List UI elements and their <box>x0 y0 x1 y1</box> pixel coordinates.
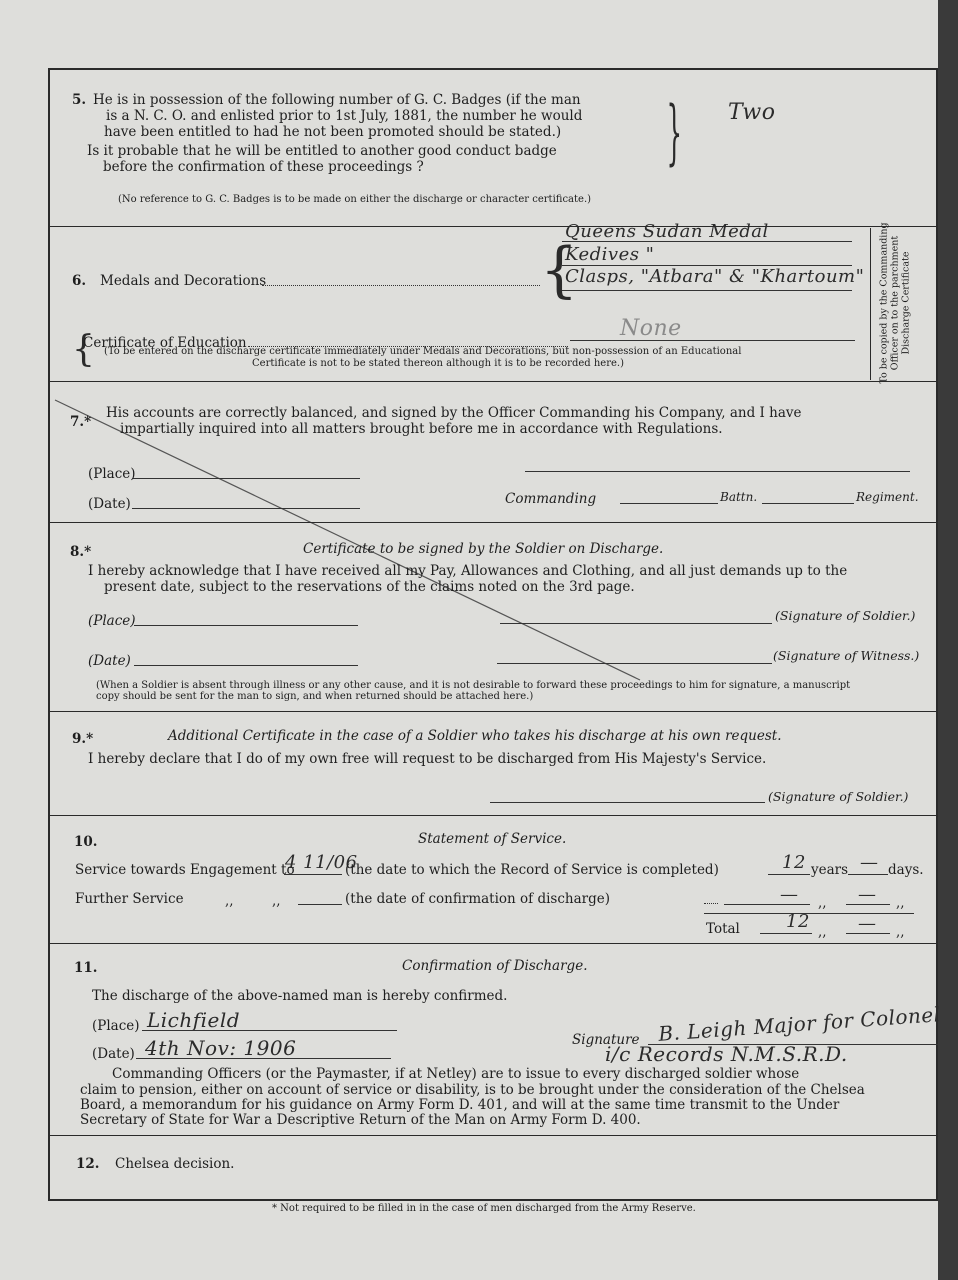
records-office-signature: i/c Records N.M.S.R.D. <box>605 1042 848 1066</box>
medals-brace: { <box>540 235 579 305</box>
further-days-line <box>846 904 890 905</box>
section-7-signature-line <box>525 471 910 472</box>
section-11-place-label: (Place) <box>92 1018 140 1034</box>
section-6-number: 6. <box>72 273 87 289</box>
regiment-label: Regiment. <box>856 490 919 504</box>
divider <box>50 226 936 227</box>
section-11-place-value: Lichfield <box>147 1008 241 1032</box>
battn-line <box>762 503 854 504</box>
section-7-place-label: (Place) <box>88 466 136 482</box>
section-7-number: 7.* <box>70 414 92 430</box>
education-brace: { <box>72 329 95 370</box>
battn-label: Battn. <box>720 490 758 504</box>
medals-label: Medals and Decorations <box>100 273 267 289</box>
section-8-number: 8.* <box>70 544 92 560</box>
section-9-number: 9.* <box>72 731 94 747</box>
section-7-line-1: His accounts are correctly balanced, and signed by the Officer Commanding his Company, and I have <box>106 405 802 421</box>
section-5-note: (No reference to G. C. Badges is to be made on either the discharge or character certificate.) <box>118 194 592 205</box>
further-years-value: — <box>780 884 799 905</box>
education-value: None <box>620 316 682 341</box>
years-line <box>768 874 810 875</box>
education-underline <box>570 340 855 341</box>
divider <box>50 943 936 944</box>
total-label: Total <box>706 921 740 937</box>
section-5-brace: } <box>666 91 683 173</box>
section-5-line-3: have been entitled to had he not been promoted should be stated.) <box>104 124 562 140</box>
instructions-line-4: Secretary of State for War a Descriptive Return of the Man on Army Form D. 400. <box>80 1112 641 1128</box>
total-days-line <box>846 933 890 934</box>
instructions-line-3: Board, a memorandum for his guidance on Army Form D. 401, and will at the same time transmit to the Under <box>80 1097 840 1113</box>
education-note-1: (To be entered on the discharge certificate immediately under Medals and Decorations, but non-possession of an Educational <box>104 346 742 357</box>
ditto-mark-1: ,, <box>225 893 234 909</box>
divider <box>50 711 936 712</box>
section-11-date-line <box>136 1058 391 1059</box>
years-value: 12 <box>782 852 806 873</box>
section-8-date-line <box>134 665 358 666</box>
ditto-mark-3: ,, <box>818 895 827 911</box>
section-5-number: 5. <box>72 92 87 108</box>
days-line <box>848 874 888 875</box>
record-completed-label: (the date to which the Record of Service is completed) <box>345 862 719 878</box>
section-11-place-line <box>142 1030 397 1031</box>
section-8-note-1: (When a Soldier is absent through illness or any other cause, and it is not desirable to forward these proceedings to him for signature, a manuscript <box>96 680 851 691</box>
section-9-line-1: I hereby declare that I do of my own free will request to be discharged from His Majesty's Service. <box>88 751 767 767</box>
days-value: — <box>860 852 879 873</box>
section-8-place-line <box>134 625 358 626</box>
sidenote <box>873 221 917 384</box>
witness-signature-label: (Signature of Witness.) <box>773 648 920 663</box>
medal-line-1: Queens Sudan Medal <box>565 221 769 242</box>
divider <box>50 1135 936 1136</box>
ditto-mark-4: ,, <box>896 895 905 911</box>
section-9-signature-label: (Signature of Soldier.) <box>768 789 909 804</box>
further-years-line <box>724 904 810 905</box>
section-9-signature-line <box>490 802 765 803</box>
section-8-line-1: I hereby acknowledge that I have received all my Pay, Allowances and Clothing, and all just demands up to the <box>88 563 848 579</box>
total-years-value: 12 <box>786 911 810 932</box>
ditto-mark-6: ,, <box>896 924 905 940</box>
section-10-number: 10. <box>74 834 98 850</box>
total-days-value: — <box>858 913 877 934</box>
medals-dot-leader <box>262 285 540 286</box>
badge-count-value: Two <box>728 100 776 125</box>
section-8-note-2: copy should be sent for the man to sign, and when returned should be attached here.) <box>96 691 534 702</box>
section-7-place-line <box>132 478 360 479</box>
section-12-number: 12. <box>76 1156 100 1172</box>
section-11-date-value: 4th Nov: 1906 <box>145 1036 297 1060</box>
medal-line-3: Clasps, "Atbara" & "Khartoum" <box>565 266 865 287</box>
engagement-date-line <box>284 874 342 875</box>
confirmation-date-label: (the date of confirmation of discharge) <box>345 891 610 907</box>
medal-underline-1 <box>562 241 852 242</box>
divider <box>50 522 936 523</box>
soldier-signature-label: (Signature of Soldier.) <box>775 608 916 623</box>
further-date-line <box>298 904 342 905</box>
engagement-label: Service towards Engagement to <box>75 862 295 878</box>
further-dots <box>704 903 718 904</box>
ditto-mark-2: ,, <box>272 893 281 909</box>
section-7-line-2: impartially inquired into all matters brought before me in accordance with Regulations. <box>120 421 723 437</box>
section-5-line-5: before the confirmation of these proceedings ? <box>103 159 424 175</box>
section-5-line-1: He is in possession of the following number of G. C. Badges (if the man <box>93 92 581 108</box>
instructions-line-2: claim to pension, either on account of service or disability, is to be brought under the consideration of the Chelsea <box>80 1082 865 1098</box>
witness-signature-line <box>497 663 772 664</box>
education-note-2: Certificate is not to be stated thereon although it is to be recorded here.) <box>252 358 624 369</box>
section-7-date-line <box>132 508 360 509</box>
section-11-line-1: The discharge of the above-named man is hereby confirmed. <box>92 988 508 1004</box>
divider <box>50 381 936 382</box>
sidenote-divider <box>870 228 871 380</box>
medal-line-2: Kedives " <box>565 244 655 265</box>
section-11-number: 11. <box>74 960 98 976</box>
further-service-label: Further Service <box>75 891 184 907</box>
officer-signature: B. Leigh Major for Colonel <box>657 1002 942 1046</box>
commanding-line <box>620 503 718 504</box>
section-11-date-label: (Date) <box>92 1046 135 1062</box>
medal-underline-3 <box>562 290 852 291</box>
instructions-line-1: Commanding Officers (or the Paymaster, if at Netley) are to issue to every discharged soldier whose <box>112 1066 800 1082</box>
sidenote-line-1: To be copied by the Commanding <box>878 221 890 384</box>
section-8-line-2: present date, subject to the reservations of the claims noted on the 3rd page. <box>104 579 635 595</box>
chelsea-decision-label: Chelsea decision. <box>115 1156 235 1172</box>
total-years-line <box>760 933 812 934</box>
soldier-signature-line <box>500 623 772 624</box>
divider <box>50 815 936 816</box>
section-7-date-label: (Date) <box>88 496 131 512</box>
ditto-mark-5: ,, <box>818 924 827 940</box>
education-label: Certificate of Education <box>83 335 247 351</box>
section-5-line-4: Is it probable that he will be entitled to another good conduct badge <box>87 143 557 159</box>
years-label: years <box>811 862 849 878</box>
section-8-heading: Certificate to be signed by the Soldier on Discharge. <box>303 541 664 557</box>
section-9-heading: Additional Certificate in the case of a Soldier who takes his discharge at his own request. <box>168 728 782 744</box>
days-label: days. <box>888 862 924 878</box>
section-11-heading: Confirmation of Discharge. <box>402 958 588 974</box>
section-8-place-label: (Place) <box>88 613 136 629</box>
signature-label: Signature <box>572 1032 640 1048</box>
further-days-value: — <box>858 884 877 905</box>
sidenote-line-2: Officer on to the parchment <box>889 235 901 370</box>
engagement-date-value: 4 11/06 <box>285 852 358 873</box>
commanding-label: Commanding <box>505 491 597 507</box>
section-10-heading: Statement of Service. <box>418 831 567 847</box>
footnote: * Not required to be filled in in the case of men discharged from the Army Reserve. <box>272 1203 696 1214</box>
sidenote-line-3: Discharge Certificate <box>900 251 912 354</box>
section-8-date-label: (Date) <box>88 653 131 669</box>
section-5-line-2: is a N. C. O. and enlisted prior to 1st July, 1881, the number he would <box>106 108 583 124</box>
